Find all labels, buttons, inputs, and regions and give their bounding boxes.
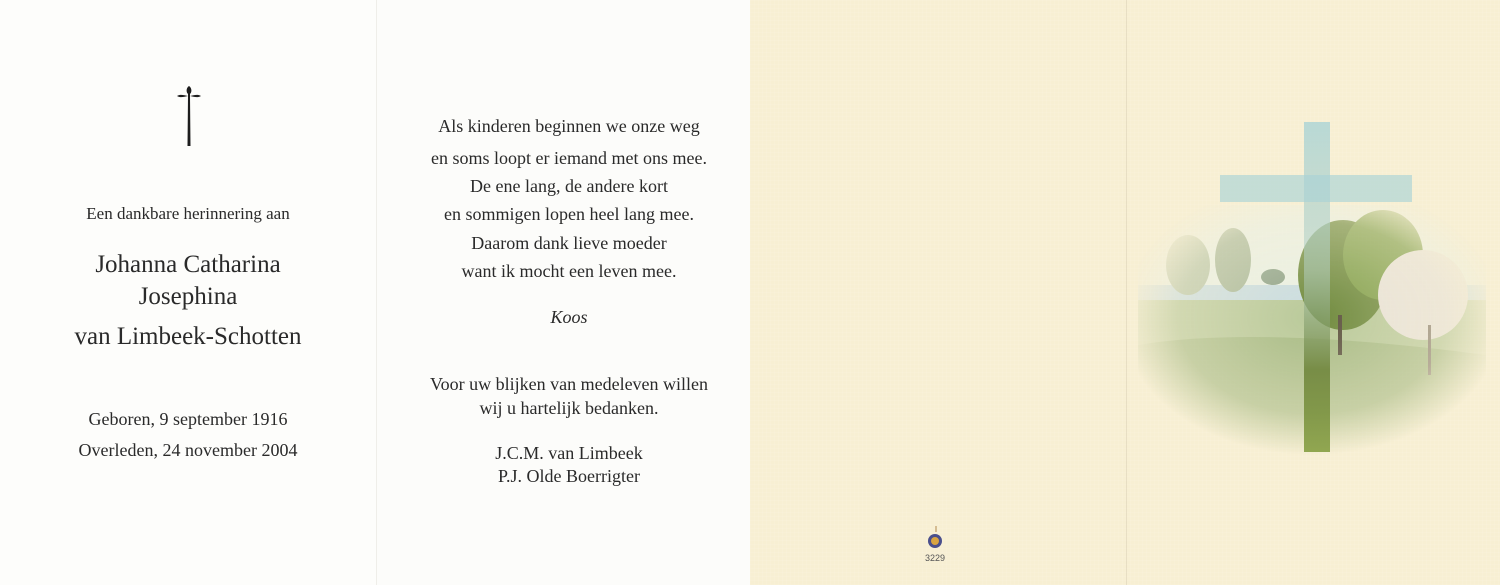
- fold-line: [1126, 0, 1127, 585]
- signature-line: P.J. Olde Boerrigter: [498, 466, 640, 486]
- translucent-cross-image: [1220, 122, 1412, 452]
- poem-line: Daarom dank lieve moeder: [471, 233, 667, 253]
- poem-author: Koos: [550, 307, 588, 327]
- poem-line: De ene lang, de andere kort: [470, 176, 668, 196]
- poem-line: en sommigen lopen heel lang mee.: [444, 204, 694, 224]
- inner-right-panel: [376, 0, 751, 585]
- poem-line: Als kinderen beginnen we onze weg: [438, 116, 700, 136]
- printer-code: 3229: [924, 553, 946, 563]
- deceased-name-line-2: Josephina: [138, 283, 238, 310]
- deceased-name-line-1: Johanna Catharina: [95, 251, 281, 278]
- poem-line: want ik mocht een leven mee.: [461, 261, 677, 281]
- signature-line: J.C.M. van Limbeek: [495, 443, 643, 463]
- deceased-name-line-3: van Limbeek-Schotten: [74, 323, 302, 350]
- printer-logo-icon: [924, 526, 946, 550]
- intro-text: Een dankbare herinnering aan: [86, 204, 290, 223]
- poem-line: en soms loopt er iemand met ons mee.: [431, 148, 707, 168]
- death-date: Overleden, 24 november 2004: [78, 440, 298, 460]
- birth-date: Geboren, 9 september 1916: [88, 409, 288, 429]
- thanks-line: wij u hartelijk bedanken.: [479, 398, 659, 418]
- cross-icon: [174, 84, 204, 148]
- thanks-line: Voor uw blijken van medeleven willen: [429, 374, 709, 394]
